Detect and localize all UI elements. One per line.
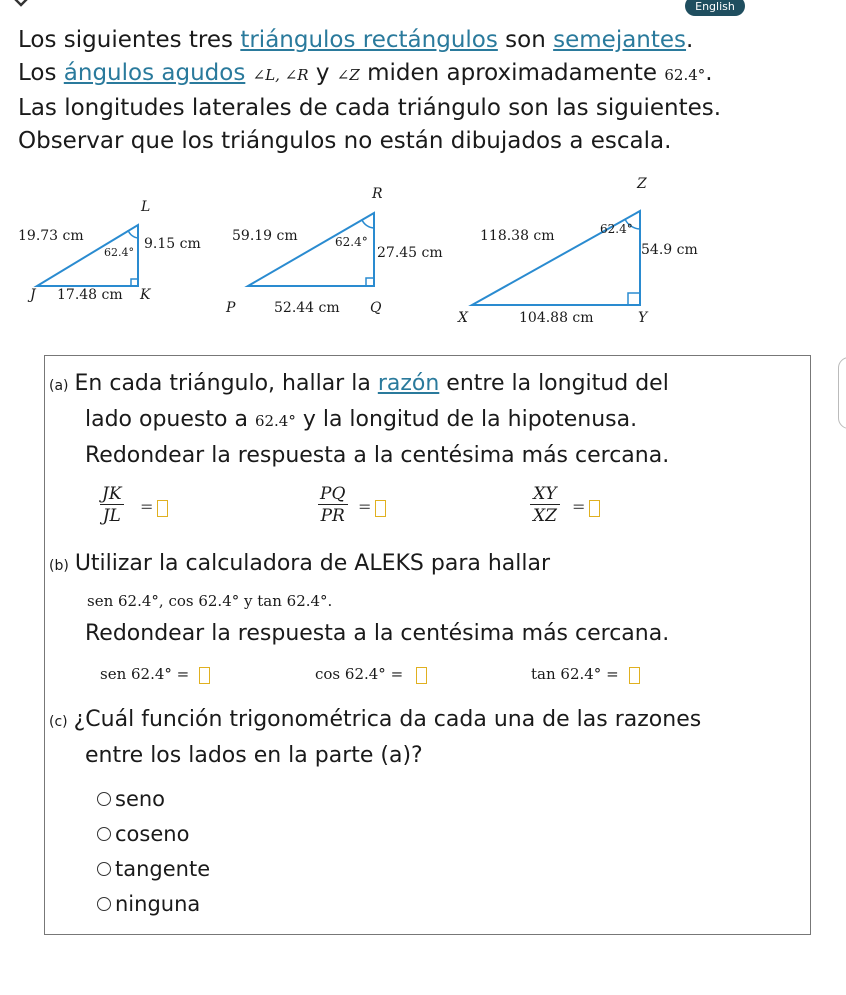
tri3-hypotenuse-label: 118.38 cm — [480, 228, 555, 244]
answer-input-xy-xz[interactable] — [589, 500, 600, 517]
radio-icon[interactable] — [97, 897, 111, 911]
tri2-vertex-top: R — [372, 186, 383, 202]
answer-input-pq-pr[interactable] — [375, 500, 386, 517]
tri3-vertex-left: X — [458, 310, 468, 326]
intro-line-3: Las longitudes laterales de cada triángulo son las siguientes. — [18, 95, 722, 121]
radio-icon[interactable] — [97, 792, 111, 806]
fraction-jk-jl: $\frac{JK}{JL}$ — [99, 484, 125, 527]
tri1-hypotenuse-label: 19.73 cm — [18, 228, 84, 244]
triangle-pqr — [248, 213, 374, 286]
tri1-vertex-right: K — [140, 287, 151, 303]
answer-input-tan[interactable] — [629, 667, 640, 684]
tri1-vertex-top: L — [141, 199, 151, 215]
tri1-opposite-label: 9.15 cm — [144, 236, 201, 252]
link-angulos-agudos[interactable]: ángulos agudos — [63, 60, 246, 86]
option-tangente[interactable]: tangente — [97, 854, 210, 884]
part-b-line-1: (b) Utilizar la calculadora de ALEKS para hallar — [49, 551, 551, 576]
tri3-adjacent-label: 104.88 cm — [519, 310, 594, 326]
language-button[interactable]: English — [685, 0, 745, 16]
answer-input-sen[interactable] — [199, 667, 210, 684]
expr-sen: sen 62.4° = — [100, 665, 190, 683]
tri1-angle-label: 62.4° — [104, 246, 134, 259]
tri2-opposite-label: 27.45 cm — [377, 245, 443, 261]
answer-input-jk-jl[interactable] — [157, 500, 168, 517]
side-panel-handle[interactable] — [838, 357, 846, 429]
tri2-vertex-right: Q — [370, 300, 382, 316]
part-b-line-3: Redondear la respuesta a la centésima más cercana. — [85, 621, 670, 646]
answer-input-cos[interactable] — [416, 667, 427, 684]
expr-tan: tan 62.4° = — [531, 665, 619, 683]
intro-line-4: Observar que los triángulos no están dibujados a escala. — [18, 128, 672, 154]
tri1-adjacent-label: 17.48 cm — [57, 287, 123, 303]
link-triangulos-rectangulos[interactable]: triángulos rectángulos — [240, 27, 498, 53]
problem-intro — [18, 24, 838, 158]
expr-cos: cos 62.4° = — [315, 665, 404, 683]
tri3-opposite-label: 54.9 cm — [641, 242, 698, 258]
part-a-line-2: lado opuesto a 62.4° y la longitud de la hipotenusa. — [85, 407, 638, 432]
part-a-line-1: (a) En cada triángulo, hallar la razón entre la longitud del — [49, 371, 669, 396]
part-a-line-3: Redondear la respuesta a la centésima más cercana. — [85, 443, 670, 468]
tri2-angle-label: 62.4° — [335, 235, 368, 249]
link-semejantes[interactable]: semejantes — [553, 27, 687, 53]
option-ninguna[interactable]: ninguna — [97, 889, 200, 919]
tri2-vertex-left: P — [226, 300, 236, 316]
question-panel: (a) En cada triángulo, hallar la razón entre la longitud del lado opuesto a 62.4° y la longitud de la hipotenusa. Redondear la respuesta a la centésima más cercana. $\frac{JK}{JL}$ = $\frac{PQ}{PR}$ = $\frac{XY}{XZ}$ = (b) Utilizar la calculadora de ALEKS para hallar sen 62.4°, cos 62.4° y tan 62.4°. Redondear la respuesta a la centésima más cercana. sen 62.4° = cos 62.4° = tan 62.4° = (c) ¿Cuál función trigonométrica da cada una de las razones entre los lados en la parte (a)? seno coseno tangente ninguna — [44, 355, 811, 935]
option-coseno[interactable]: coseno — [97, 819, 189, 849]
tri1-vertex-left: J — [30, 287, 36, 303]
part-b-line-2: sen 62.4°, cos 62.4° y tan 62.4°. — [87, 592, 333, 610]
intro-line-2: Los ángulos agudos ∠L, ∠R y ∠Z miden aproximadamente 62.4°. — [18, 60, 713, 86]
fraction-xy-xz: $\frac{XY}{XZ}$ — [530, 484, 560, 527]
chevron-down-icon[interactable] — [0, 0, 42, 14]
tri3-angle-label: 62.4° — [600, 222, 633, 236]
intro-line-1: Los siguientes tres triángulos rectángulos son semejantes. — [18, 27, 694, 53]
link-razon[interactable]: razón — [377, 371, 440, 396]
tri3-vertex-right: Y — [638, 310, 648, 326]
part-c-line-2: entre los lados en la parte (a)? — [85, 743, 423, 768]
radio-icon[interactable] — [97, 862, 111, 876]
radio-icon[interactable] — [97, 827, 111, 841]
tri2-adjacent-label: 52.44 cm — [274, 300, 340, 316]
part-c-line-1: (c) ¿Cuál función trigonométrica da cada una de las razones — [49, 707, 702, 732]
fraction-pq-pr: $\frac{PQ}{PR}$ — [317, 484, 348, 527]
tri3-vertex-top: Z — [637, 176, 647, 192]
option-seno[interactable]: seno — [97, 784, 165, 814]
tri2-hypotenuse-label: 59.19 cm — [232, 228, 298, 244]
